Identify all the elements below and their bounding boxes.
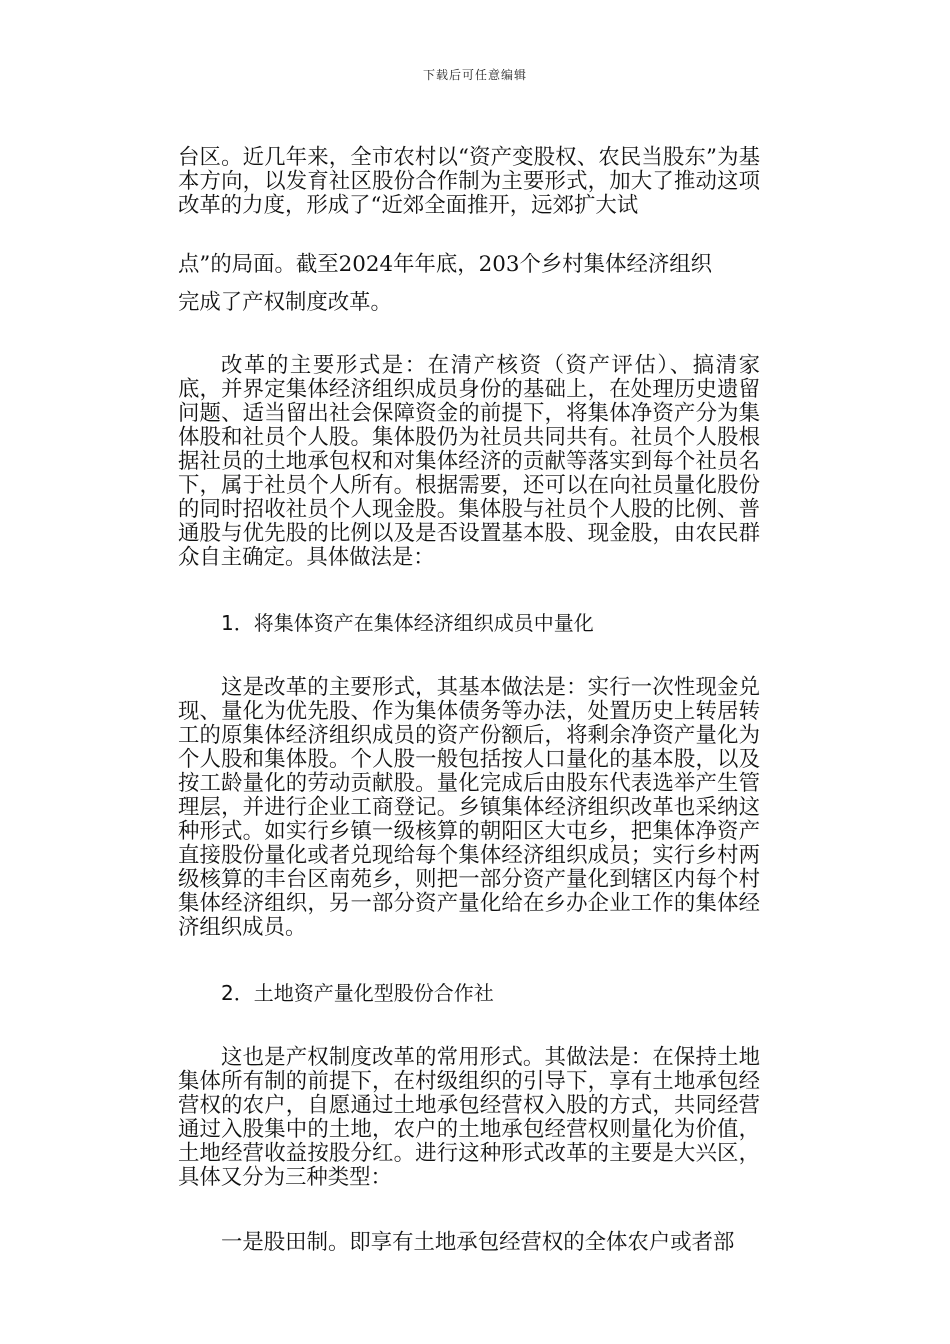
header-note: 下载后可任意编辑	[422, 68, 527, 82]
paragraph-2: 改革的主要形式是：在清产核资（资产评估）、搞清家底，并界定集体经济组织成员身份的基础上，在处理历史遗留问题、适当留出社会保障资金的前提下，将集体净资产分为集体股和社员个人股。集体股仍为社员共同共有。社员个人股根据社员的土地承包权和对集体经济的贡献等落实到每个社员名下，属于社员个人所有。根据需要，还可以在向社员量化股份的同时招收社员个人现金股。集体股与社员个人股的比例、普通股与优先股的比例以及是否设置基本股、现金股，由农民群众自主确定。具体做法是：	[178, 353, 760, 570]
section-heading-1: 1．将集体资产在集体经济组织成员中量化	[221, 611, 594, 635]
paragraph-3: 这是改革的主要形式，其基本做法是：实行一次性现金兑现、量化为优先股、作为集体债务等办法，处置历史上转居转工的原集体经济组织成员的资产份额后，将剩余净资产量化为个人股和集体股。个人股一般包括按人口量化的基本股，以及按工龄量化的劳动贡献股。量化完成后由股东代表选举产生管理层，并进行企业工商登记。乡镇集体经济组织改革也采纳这种形式。如实行乡镇一级核算的朝阳区大屯乡，把集体净资产直接股份量化或者兑现给每个集体经济组织成员；实行乡村两级核算的丰台区南苑乡，则把一部分资产量化到辖区内每个村集体经济组织，另一部分资产量化给在乡办企业工作的集体经济组织成员。	[178, 675, 760, 940]
paragraph-1-line-2: 点”的局面。截至2024年年底，203个乡村集体经济组织	[178, 252, 713, 277]
paragraph-5: 一是股田制。即享有土地承包经营权的全体农户或者部	[221, 1230, 735, 1255]
paragraph-4: 这也是产权制度改革的常用形式。其做法是：在保持土地集体所有制的前提下，在村级组织的引导下，享有土地承包经营权的农户，自愿通过土地承包经营权入股的方式，共同经营通过入股集中的土地，农户的土地承包经营权则量化为价值，土地经营收益按股分红。进行这种形式改革的主要是大兴区，具体又分为三种类型：	[178, 1045, 760, 1190]
section-heading-2: 2．土地资产量化型股份合作社	[221, 981, 494, 1005]
paragraph-1-line-3: 完成了产权制度改革。	[178, 290, 392, 315]
paragraph-1-line-1: 台区。近几年来，全市农村以“资产变股权、农民当股东”为基本方向，以发育社区股份合作制为主要形式，加大了推动这项改革的力度，形成了“近郊全面推开，远郊扩大试	[178, 145, 760, 218]
document-body	[178, 146, 760, 1255]
